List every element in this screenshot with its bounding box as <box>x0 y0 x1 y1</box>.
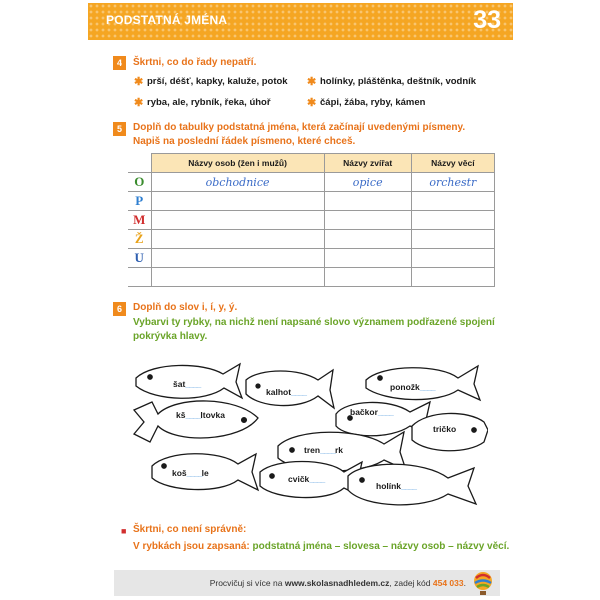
answer-cell[interactable]: obchodnice <box>151 173 324 192</box>
answer-cell[interactable] <box>324 230 411 249</box>
footer-bar <box>114 570 500 596</box>
column-header: Názvy zvířat <box>324 154 411 173</box>
fish-word: ponožk____ <box>390 382 435 392</box>
fish-illustration <box>128 360 488 510</box>
task-6-instruction-3: pokrývka hlavy. <box>133 331 208 342</box>
column-header: Názvy věcí <box>411 154 494 173</box>
task-6-instruction-1: Doplň do slov i, í, y, ý. <box>133 302 238 313</box>
answer-cell[interactable] <box>411 211 494 230</box>
page-header <box>88 3 513 40</box>
task-5-instruction-1: Doplň do tabulky podstatná jména, která začínají uvedenými písmeny. <box>133 122 466 133</box>
table-corner <box>128 154 151 173</box>
fish-shape[interactable] <box>134 401 258 442</box>
star-icon: ✱ <box>307 97 317 109</box>
star-icon: ✱ <box>134 97 144 109</box>
fish-word: tričko <box>433 424 457 434</box>
fish-word: šat____ <box>173 379 201 389</box>
table-row <box>128 211 495 230</box>
answer-cell[interactable] <box>324 211 411 230</box>
fish-word: bačkor____ <box>350 407 393 417</box>
bonus-instruction: Škrtni, co není správně: <box>133 524 247 535</box>
answer-cell[interactable] <box>411 192 494 211</box>
answer-cell[interactable] <box>324 192 411 211</box>
fish-word: kš____ltovka <box>176 410 225 420</box>
task-4-option[interactable]: holínky, pláštěnka, deštník, vodník <box>320 76 477 87</box>
table-row <box>128 192 495 211</box>
answer-cell[interactable] <box>151 268 324 287</box>
star-icon: ✱ <box>307 76 317 88</box>
fish-word: kalhot____ <box>266 387 306 397</box>
row-letter: Ž <box>128 230 151 249</box>
table-row <box>128 249 495 268</box>
footer-code: 454 033 <box>432 578 464 588</box>
answer-cell[interactable]: orchestr <box>411 173 494 192</box>
answer-cell[interactable] <box>151 249 324 268</box>
row-letter: U <box>128 249 151 268</box>
page-title: PODSTATNÁ JMÉNA <box>106 13 228 27</box>
fish-word: holínk____ <box>376 481 416 491</box>
answer-cell[interactable] <box>411 268 494 287</box>
task-4-option[interactable]: čápi, žába, ryby, kámen <box>320 97 426 108</box>
task-5-instruction-2: Napiš na poslední řádek písmeno, které chceš. <box>133 136 356 147</box>
answer-cell[interactable]: opice <box>324 173 411 192</box>
bonus-prefix: V rybkách jsou zapsaná: <box>133 541 250 552</box>
task-4-instruction: Škrtni, co do řady nepatří. <box>133 57 257 68</box>
page-number: 33 <box>473 6 501 34</box>
nouns-table <box>128 153 495 287</box>
task-6-instruction-2: Vybarvi ty rybky, na nichž není napsané slovo významem podřazené spojení <box>133 317 495 328</box>
answer-cell[interactable] <box>324 268 411 287</box>
row-letter: P <box>128 192 151 211</box>
row-letter: O <box>128 173 151 192</box>
answer-cell[interactable] <box>151 211 324 230</box>
answer-cell[interactable] <box>411 249 494 268</box>
answer-cell[interactable] <box>411 230 494 249</box>
row-letter[interactable] <box>128 268 151 287</box>
bonus-marker-icon: ■ <box>121 526 127 536</box>
task-4-option[interactable]: prší, déšť, kapky, kaluže, potok <box>147 76 288 87</box>
balloon-icon <box>472 572 494 596</box>
star-icon: ✱ <box>134 76 144 88</box>
answer-cell[interactable] <box>151 192 324 211</box>
table-row <box>128 173 495 192</box>
table-row <box>128 268 495 287</box>
bonus-sentence <box>133 540 509 554</box>
column-header: Názvy osob (žen i mužů) <box>151 154 324 173</box>
answer-cell[interactable] <box>151 230 324 249</box>
task-6-number: 6 <box>113 302 126 316</box>
task-5-number: 5 <box>113 122 126 136</box>
footer-site-link[interactable]: www.skolasnadhledem.cz <box>284 578 390 588</box>
fish-word: tren____rk <box>304 445 344 455</box>
bonus-options[interactable]: podstatná jména – slovesa – názvy osob – názvy věcí. <box>252 541 510 552</box>
task-4-number: 4 <box>113 56 126 70</box>
footer-text: Procvičuj si více na www.skolasnadhledem.cz, zadej kód 454 033. <box>209 578 466 588</box>
task-4-option[interactable]: ryba, ale, rybník, řeka, úhoř <box>147 97 271 108</box>
fish-word: koš____le <box>172 468 209 478</box>
answer-cell[interactable] <box>324 249 411 268</box>
table-row <box>128 230 495 249</box>
row-letter: M <box>128 211 151 230</box>
fish-word: cvičk____ <box>288 474 325 484</box>
